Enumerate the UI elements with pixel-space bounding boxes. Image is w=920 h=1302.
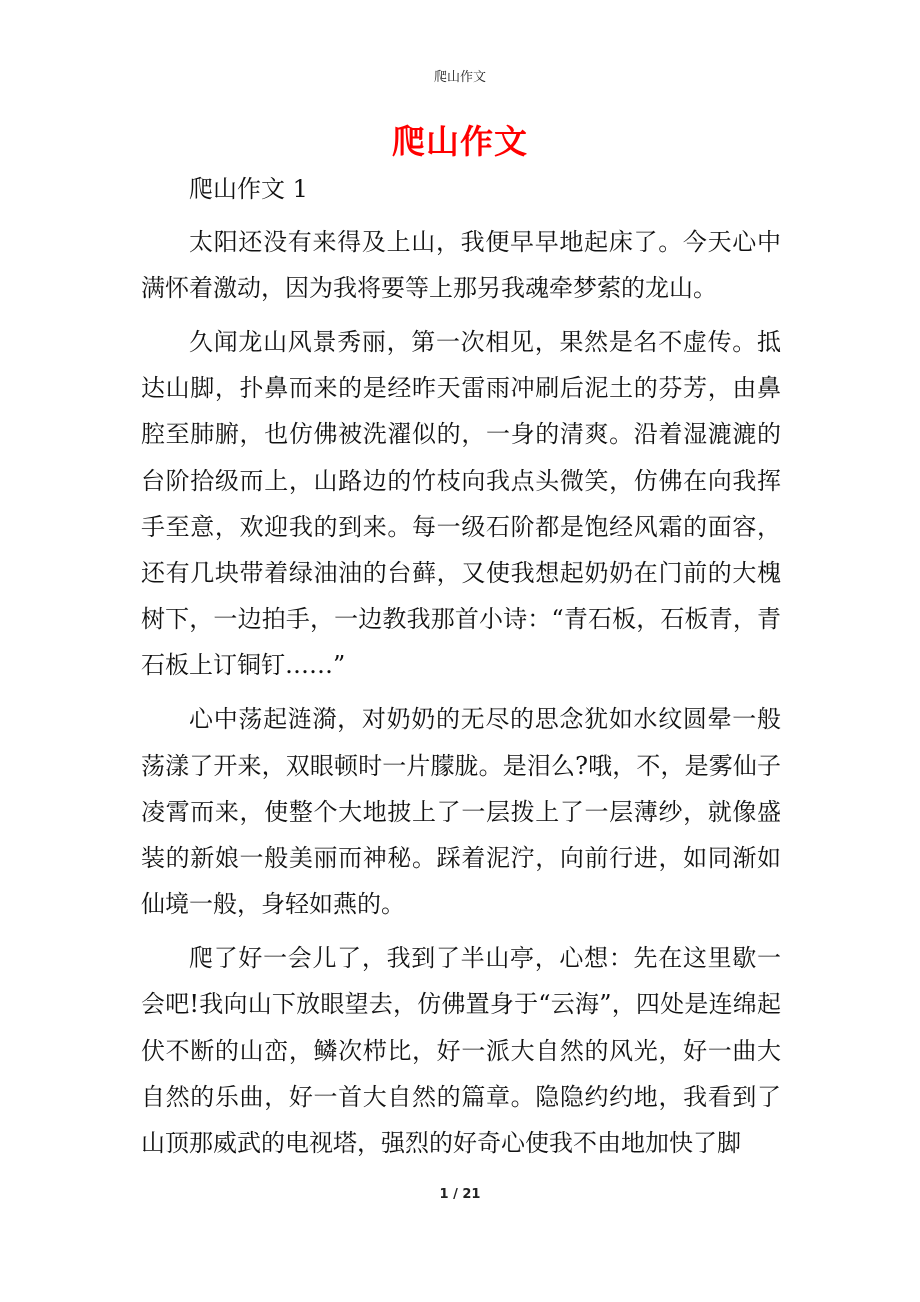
running-header: 爬山作文: [433, 70, 486, 85]
paragraph-2: 久闻龙山风景秀丽，第一次相见，果然是名不虚传。抵达山脚，扑鼻而来的是经昨天雷雨冲刷后泥土的芬芳，由鼻腔至肺腑，也仿佛被洗濯似的，一身的清爽。沿着湿漉漉的台阶拾级而上，山路边的竹枝向我点头微笑，仿佛在向我挥手至意，欢迎我的到来。每一级石阶都是饱经风霜的面容，还有几块带着绿油油的台藓，又使我想起奶奶在门前的大槐树下，一边拍手，一边教我那首小诗：“青石板，石板青，青石板上订铜钉……”: [141, 327, 781, 680]
paragraph-3: 心中荡起涟漪，对奶奶的无尽的思念犹如水纹圆晕一般荡漾了开来，双眼顿时一片朦胧。是泪么?哦，不，是雾仙子凌霄而来，使整个大地披上了一层拨上了一层薄纱，就像盛装的新娘一般美丽而神秘。踩着泥泞，向前行进，如同渐如仙境一般，身轻如燕的。: [141, 705, 781, 919]
document-title: 爬山作文: [392, 122, 528, 161]
paragraph-4: 爬了好一会儿了，我到了半山亭，心想：先在这里歇一会吧!我向山下放眼望去，仿佛置身于“云海”，四处是连绵起伏不断的山峦，鳞次栉比，好一派大自然的风光，好一曲大自然的乐曲，好一首大自然的篇章。隐隐约约地，我看到了山顶那威武的电视塔，强烈的好奇心使我不由地加快了脚: [141, 944, 781, 1157]
page-number: 1 / 21: [439, 1187, 481, 1202]
section-subheading: 爬山作文 1: [189, 175, 308, 203]
paragraph-1: 太阳还没有来得及上山，我便早早地起床了。今天心中满怀着激动，因为我将要等上那另我魂牵梦萦的龙山。: [141, 227, 781, 302]
document-body: [141, 166, 781, 1174]
